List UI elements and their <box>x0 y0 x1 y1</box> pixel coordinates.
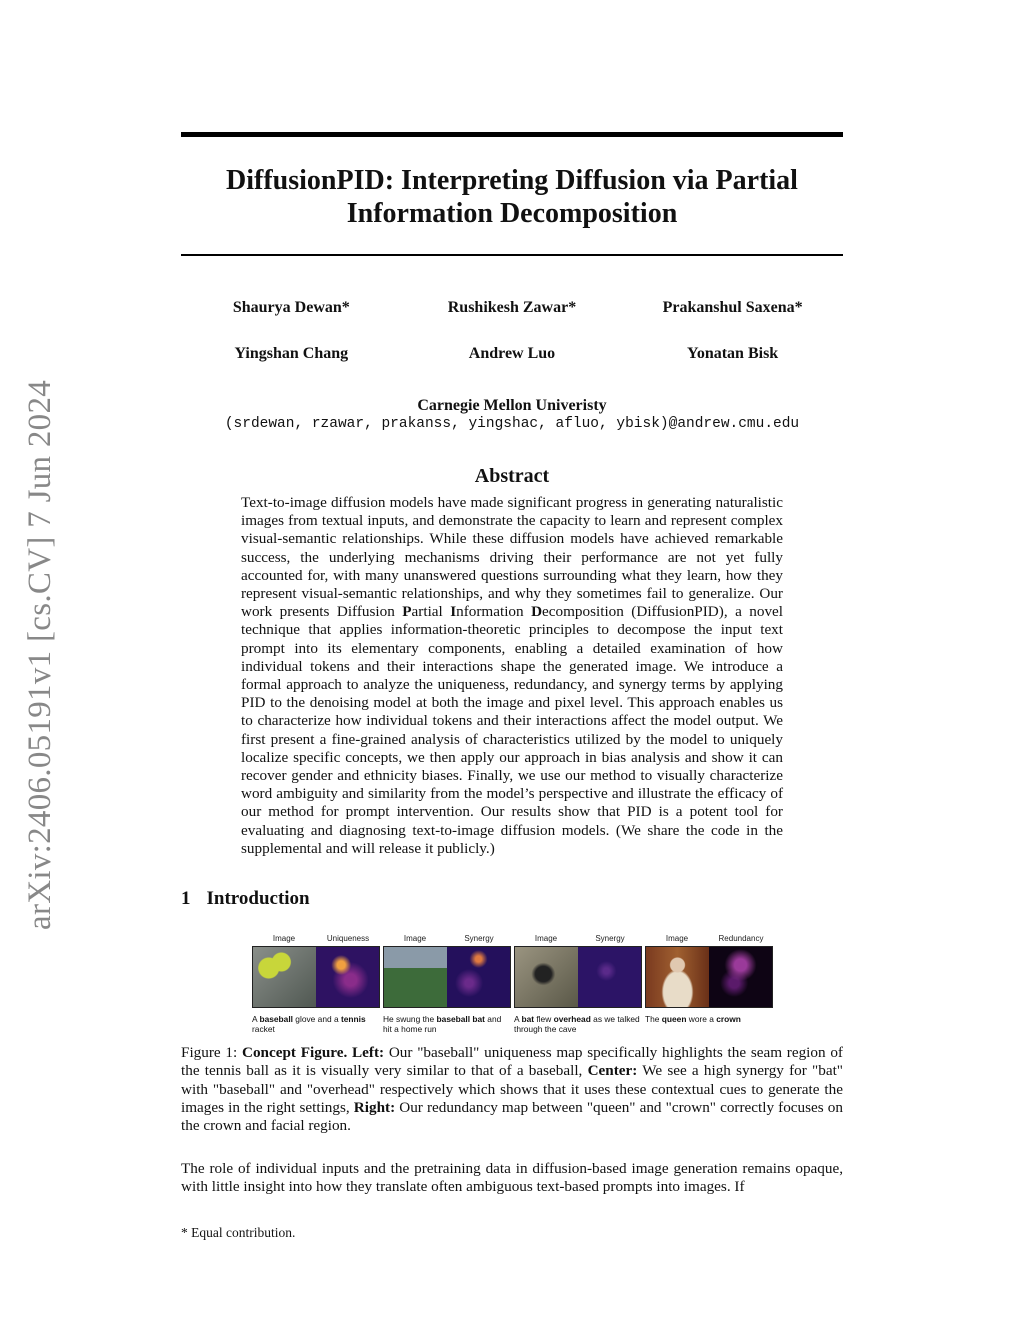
author-row-2 <box>181 345 843 363</box>
abstract-text: Text-to-image diffusion models have made significant progress in generating naturalistic images from textual inputs, and demonstrate the capacity to learn and represent complex visual-semantic relationships. While these diffusion models have achieved remarkable success, the underlying mechanisms driving their performance are not yet fully accounted for, with many unanswered questions surrounding what they learn, how they represent visual-semantic relationships, and why they sometimes fail to generalize. Our work presents Diffusion <box>241 494 783 621</box>
title-top-rule <box>181 132 843 137</box>
panel-prompt: The queen wore a crown <box>645 1014 741 1024</box>
figure-panel-bat-overhead <box>514 934 642 1034</box>
panel-label-image: Image <box>665 934 689 943</box>
paper-title <box>181 164 843 230</box>
abstract-bold-letter: D <box>531 603 543 621</box>
panel-label-map: Synergy <box>464 934 494 943</box>
figure-panel-queen-crown <box>645 934 773 1024</box>
generated-image <box>384 947 447 1007</box>
redundancy-heatmap <box>709 947 772 1007</box>
affiliation <box>181 396 843 434</box>
author-block <box>181 299 843 391</box>
abstract-body <box>241 494 783 858</box>
generated-image <box>253 947 316 1007</box>
author-name: Shaurya Dewan* <box>232 299 350 316</box>
uniqueness-heatmap <box>316 947 379 1007</box>
abstract-text: ecomposition (DiffusionPID), a novel technique that applies information-theoretic principles to decompose the input text prompt into its elementary components, enabling a detailed examination of how individual tokens and their interactions shape the generated image. We introduce a formal approach to analyze the uniqueness, redundancy, and synergy terms by applying PID to the denoising model at both the image and pixel level. This approach enables us to characterize how individual tokens and their interactions affect the model output. We first present a fine-grained analysis of characteristics utilized by the model to uniquely localize specific concepts, we then apply our approach in bias analysis and show it can recover gender and ethnicity biases. Finally, we use our method to visually characterize word ambiguity and similarity from the model’s perspective and illustrate the efficacy of our method for prompt intervention. Our results show that PID is a potent tool for evaluating and diagnosing text-to-image diffusion models. (We share the code in the supplemental and will release it publicly.) <box>241 603 784 857</box>
panel-label-map: Uniqueness <box>326 934 370 943</box>
panel-prompt: He swung the baseball bat and hit a home run <box>383 1014 502 1034</box>
author-name: Rushikesh Zawar* <box>447 299 577 316</box>
author-name: Yonatan Bisk <box>687 345 779 362</box>
abstract-bold-letter: P <box>402 603 412 621</box>
figure-panel-baseball-bat <box>383 934 511 1034</box>
abstract-heading: Abstract <box>474 465 550 487</box>
panel-prompt: A baseball glove and a tennis racket <box>252 1014 366 1034</box>
author-name: Andrew Luo <box>468 345 556 362</box>
panel-label-image: Image <box>403 934 427 943</box>
section-title: Introduction <box>206 888 310 909</box>
panel-label-map: Synergy <box>595 934 625 943</box>
author-name: Yingshan Chang <box>234 345 349 362</box>
panel-label-image: Image <box>534 934 558 943</box>
abstract-bold-letter: I <box>450 603 457 621</box>
footnote: * Equal contribution. <box>181 1225 296 1240</box>
generated-image <box>646 947 709 1007</box>
figure-caption: Figure 1: Concept Figure. Left: Our "baseball" uniqueness map specifically highlights the seam region of the tennis ball as it is visually very similar to that of a baseball, Center: We see a high synergy for "bat" with "baseball" and "overhead" respectively which shows that it uses these contextual cues to generate the images in the right settings, Right: Our redundancy map between "queen" and "crown" correctly focuses on the crown and facial region. <box>181 1044 843 1135</box>
title-bottom-rule <box>181 254 843 256</box>
synergy-heatmap <box>578 947 641 1007</box>
author-name: Prakanshul Saxena* <box>662 299 803 316</box>
panel-label-image: Image <box>272 934 296 943</box>
author-emails: (srdewan, rzawar, prakanss, yingshac, afluo, ybisk)@andrew.cmu.edu <box>224 416 800 432</box>
concept-figure <box>252 934 772 1034</box>
section-number: 1 <box>181 888 191 909</box>
author-row-1 <box>181 299 843 317</box>
title-line-2: Information Decomposition <box>346 198 678 229</box>
panel-prompt: A bat flew overhead as we talked through the cave <box>514 1014 640 1034</box>
figure-panel-baseball <box>252 934 380 1034</box>
institution: Carnegie Mellon Univeristy <box>417 397 607 414</box>
title-line-1: DiffusionPID: Interpreting Diffusion via Partial <box>226 165 798 196</box>
synergy-heatmap <box>447 947 510 1007</box>
intro-paragraph: The role of individual inputs and the pretraining data in diffusion-based image generation remains opaque, with little insight into how they translate often ambiguous text-based prompts into images. If <box>181 1160 843 1196</box>
arxiv-stamp: arXiv:2406.05191v1 [cs.CV] 7 Jun 2024 <box>22 379 58 930</box>
panel-label-map: Redundancy <box>718 934 764 943</box>
generated-image <box>515 947 578 1007</box>
section-heading-introduction <box>181 888 310 910</box>
abstract-text: nformation <box>456 603 532 621</box>
abstract-text: artial <box>411 603 451 621</box>
